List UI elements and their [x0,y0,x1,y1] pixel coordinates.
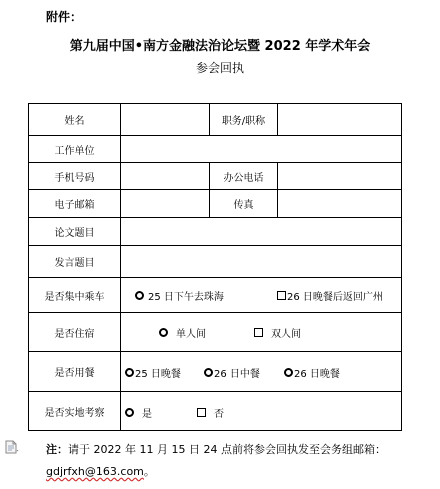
shuttle-option-label: 26 日晚餐后返回广州 [287,292,383,303]
field-trip-label: 是否实地考察 [44,407,105,419]
office-phone-field[interactable] [278,163,401,189]
shuttle-option-26-return-guangzhou[interactable] [277,288,383,303]
email-suffix: 。 [143,465,155,478]
radio-icon [135,291,144,300]
page-subtitle: 参会回执 [195,61,244,75]
shuttle-option-label: 25 日下午去珠海 [148,292,224,303]
meal-option-25-dinner[interactable] [125,365,181,380]
paper-title-field[interactable] [121,218,401,245]
lodging-option-label: 单人间 [176,329,206,340]
fax-field[interactable] [278,190,401,217]
lodging-option-double[interactable] [254,325,301,340]
position-field[interactable] [278,104,401,135]
note-text: 请于 2022 年 11 月 15 日 24 点前将参会回执发至会务组邮箱： [68,443,386,456]
fax-label: 传真 [233,200,254,211]
field-trip-option-yes[interactable] [125,405,152,420]
mobile-field[interactable] [121,163,209,189]
checkbox-icon [254,328,263,337]
radio-icon [125,368,134,377]
radio-icon [284,368,293,377]
paper-title-label: 论文题目 [54,228,95,239]
workplace-label: 工作单位 [54,145,95,157]
position-label: 职务/职称 [221,116,266,127]
meal-option-label: 25 日晚餐 [135,369,181,380]
mobile-label: 手机号码 [54,172,95,184]
meal-option-26-dinner[interactable] [284,365,340,380]
meals-label: 是否用餐 [54,368,95,379]
lodging-option-single[interactable] [159,325,206,340]
page-title: 第九届中国•南方金融法治论坛暨 2022 年学术年会 [69,39,371,54]
meal-option-26-lunch[interactable] [204,365,260,380]
workplace-field[interactable] [121,136,401,162]
radio-icon [125,408,134,417]
shuttle-label: 是否集中乘车 [44,291,105,303]
attachment-label: 附件： [46,10,83,24]
table-rule [28,430,402,431]
lodging-label: 是否住宿 [54,328,95,340]
name-label: 姓名 [64,116,85,127]
meal-option-label: 26 日中餐 [214,369,260,380]
table-rule [401,103,402,430]
field-trip-option-no[interactable] [197,405,224,420]
office-phone-label: 办公电话 [223,172,264,184]
field-trip-option-label: 是 [142,409,152,420]
speech-title-field[interactable] [121,246,401,277]
shuttle-option-25-to-zhuhai[interactable] [135,288,224,303]
checkbox-icon [277,291,286,300]
submission-note [46,441,386,457]
email-address[interactable]: gdjrfxh@163.com [46,465,144,478]
radio-icon [159,328,168,337]
lodging-option-label: 双人间 [271,329,301,340]
checkbox-icon [197,408,206,417]
name-field[interactable] [121,104,209,135]
email-field[interactable] [121,190,209,217]
email-label: 电子邮箱 [54,200,95,211]
radio-icon [204,368,213,377]
field-trip-option-label: 否 [214,409,224,420]
note-prefix: 注： [46,443,68,456]
meal-option-label: 26 日晚餐 [294,369,340,380]
speech-title-label: 发言题目 [54,258,95,269]
paste-options-icon[interactable] [5,440,19,454]
submission-email [46,463,155,479]
